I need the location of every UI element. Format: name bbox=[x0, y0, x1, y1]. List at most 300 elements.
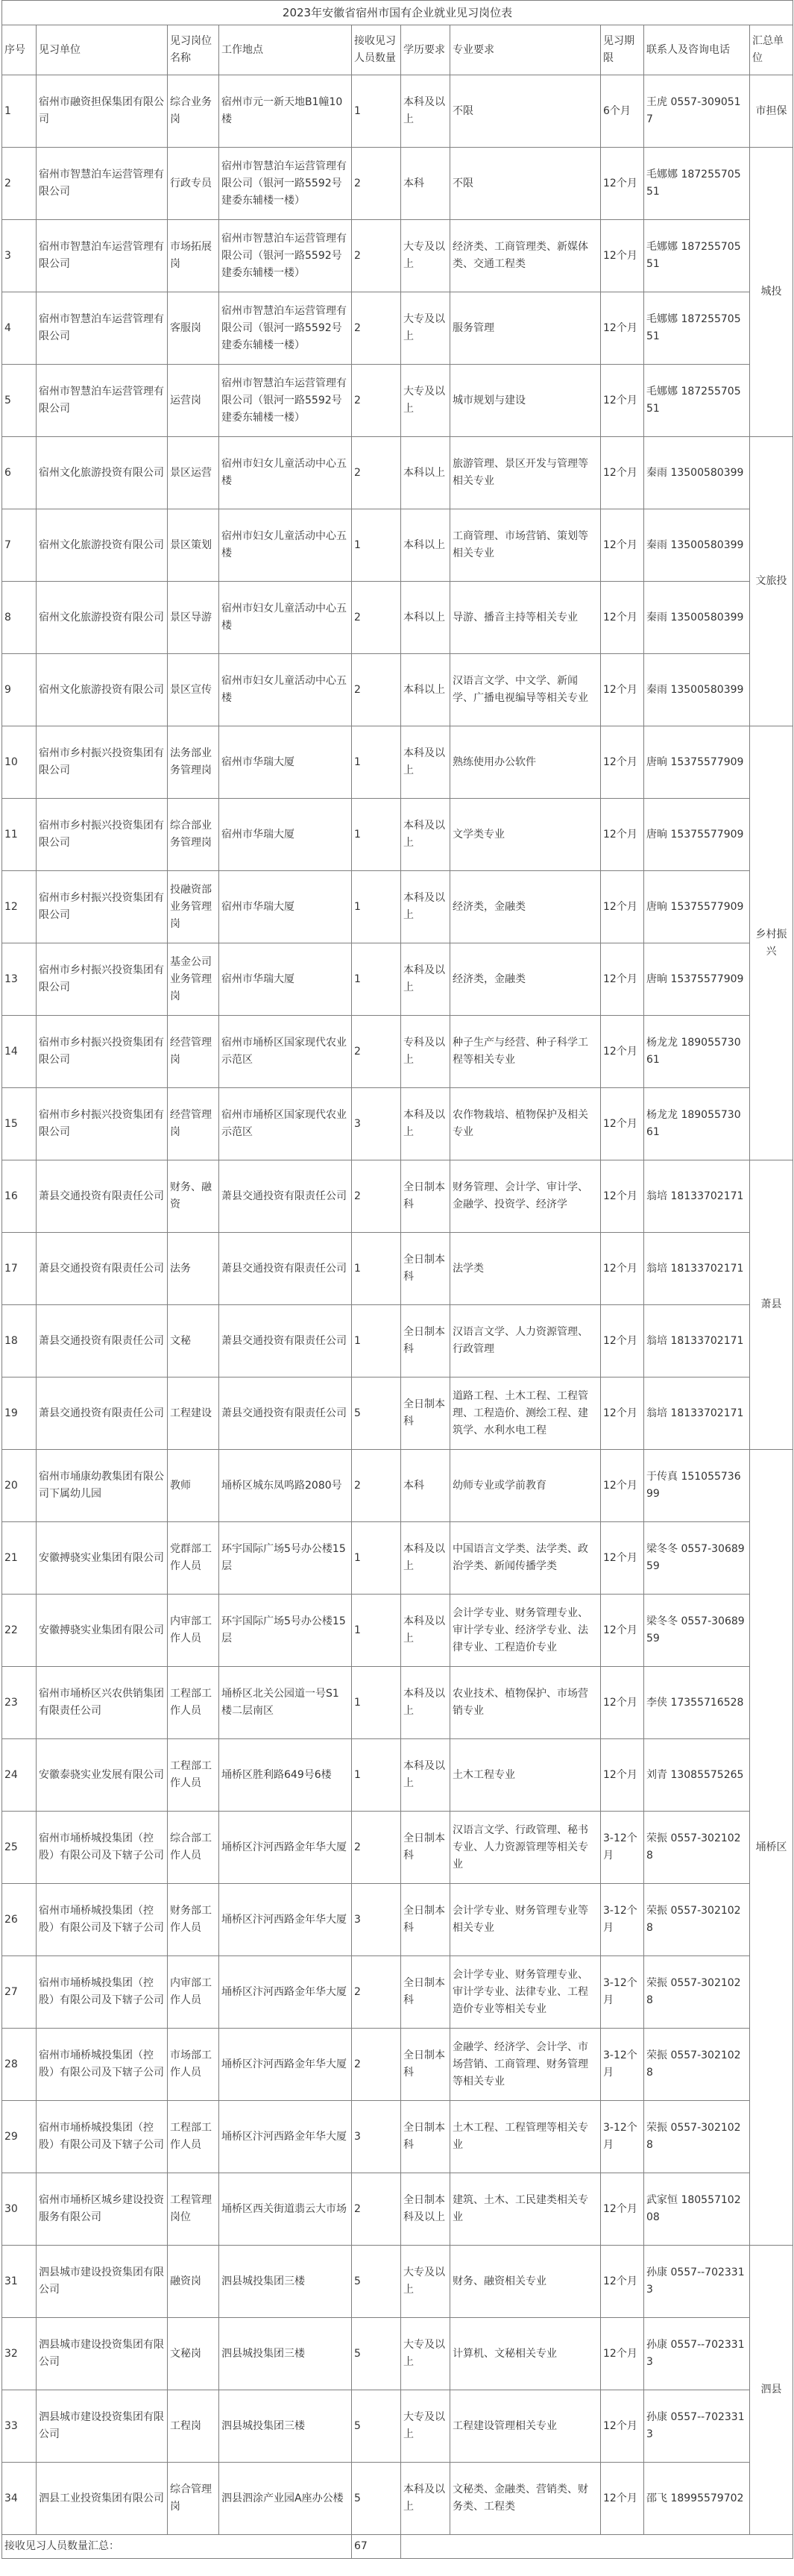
cell-major: 经济类、工商管理类、新媒体类、交通工程类 bbox=[450, 220, 601, 292]
cell-location: 宿州市华瑞大厦 bbox=[219, 799, 352, 871]
cell-company: 宿州市埇桥城投集团（控股）有限公司及下辖子公司 bbox=[37, 1956, 168, 2029]
cell-no: 1 bbox=[2, 75, 37, 148]
cell-education: 本科以上 bbox=[401, 582, 450, 654]
cell-period: 12个月 bbox=[601, 148, 644, 220]
cell-education: 本科及以上 bbox=[401, 75, 450, 148]
cell-company: 宿州市埇康幼教集团有限公司下属幼儿园 bbox=[37, 1450, 168, 1522]
cell-company: 宿州市乡村振兴投资集团有限公司 bbox=[37, 726, 168, 799]
cell-period: 12个月 bbox=[601, 2463, 644, 2535]
cell-contact: 翁培 18133702171 bbox=[644, 1160, 750, 1233]
cell-company: 萧县交通投资有限责任公司 bbox=[37, 1377, 168, 1450]
cell-no: 19 bbox=[2, 1377, 37, 1450]
cell-no: 23 bbox=[2, 1667, 37, 1739]
total-value: 67 bbox=[352, 2535, 401, 2559]
cell-count: 1 bbox=[352, 1233, 401, 1305]
header-count: 接收见习人员数量 bbox=[352, 25, 401, 75]
table-row bbox=[2, 1739, 793, 1812]
cell-company: 宿州文化旅游投资有限公司 bbox=[37, 509, 168, 582]
cell-company: 萧县交通投资有限责任公司 bbox=[37, 1305, 168, 1377]
cell-education: 本科以上 bbox=[401, 509, 450, 582]
cell-location: 泗县泗涂产业园A座办公楼 bbox=[219, 2463, 352, 2535]
header-row bbox=[2, 25, 793, 75]
table-row bbox=[2, 1812, 793, 1884]
cell-contact: 荣振 0557-3021028 bbox=[644, 1884, 750, 1956]
cell-location: 泗县城投集团三楼 bbox=[219, 2246, 352, 2318]
cell-period: 3-12个月 bbox=[601, 1884, 644, 1956]
table-row bbox=[2, 2318, 793, 2390]
cell-unit: 萧县 bbox=[750, 1160, 793, 1450]
table-row bbox=[2, 1884, 793, 1956]
cell-company: 宿州文化旅游投资有限公司 bbox=[37, 582, 168, 654]
cell-no: 12 bbox=[2, 871, 37, 943]
cell-company: 宿州市智慧泊车运营管理有限公司 bbox=[37, 292, 168, 365]
cell-company: 宿州市乡村振兴投资集团有限公司 bbox=[37, 799, 168, 871]
table-row bbox=[2, 2029, 793, 2101]
cell-count: 2 bbox=[352, 437, 401, 509]
cell-major: 财务管理、会计学、审计学、金融学、投资学、经济学 bbox=[450, 1160, 601, 1233]
cell-company: 萧县交通投资有限责任公司 bbox=[37, 1233, 168, 1305]
cell-education: 全日制本科 bbox=[401, 1956, 450, 2029]
cell-major: 建筑、土木、工民建类相关专业 bbox=[450, 2173, 601, 2246]
cell-major: 经济类，金融类 bbox=[450, 871, 601, 943]
cell-major: 会计学专业、财务管理专业、审计学专业、经济学专业、法律专业、工程造价专业 bbox=[450, 1595, 601, 1667]
cell-contact: 翁培 18133702171 bbox=[644, 1233, 750, 1305]
cell-period: 12个月 bbox=[601, 1450, 644, 1522]
cell-period: 12个月 bbox=[601, 365, 644, 437]
cell-count: 1 bbox=[352, 509, 401, 582]
cell-major: 中国语言文学类、法学类、政治学类、新闻传播学类 bbox=[450, 1522, 601, 1595]
cell-period: 3-12个月 bbox=[601, 2029, 644, 2101]
cell-major: 农业技术、植物保护、市场营销专业 bbox=[450, 1667, 601, 1739]
total-empty bbox=[401, 2535, 793, 2559]
cell-no: 3 bbox=[2, 220, 37, 292]
cell-period: 12个月 bbox=[601, 726, 644, 799]
cell-location: 埇桥区北关公园道一号S1楼二层南区 bbox=[219, 1667, 352, 1739]
cell-period: 12个月 bbox=[601, 799, 644, 871]
cell-location: 埇桥区胜利路649号6楼 bbox=[219, 1739, 352, 1812]
table-row bbox=[2, 2173, 793, 2246]
cell-location: 宿州市华瑞大厦 bbox=[219, 871, 352, 943]
cell-contact: 孙康 0557--7023313 bbox=[644, 2390, 750, 2463]
cell-contact: 秦雨 13500580399 bbox=[644, 509, 750, 582]
table-row bbox=[2, 1088, 793, 1160]
cell-post: 法务 bbox=[168, 1233, 219, 1305]
header-post: 见习岗位名称 bbox=[168, 25, 219, 75]
cell-company: 宿州市埇桥城投集团（控股）有限公司及下辖子公司 bbox=[37, 2101, 168, 2173]
cell-company: 宿州市乡村振兴投资集团有限公司 bbox=[37, 871, 168, 943]
table-row bbox=[2, 2101, 793, 2173]
cell-no: 25 bbox=[2, 1812, 37, 1884]
cell-education: 大专及以上 bbox=[401, 292, 450, 365]
cell-period: 12个月 bbox=[601, 1377, 644, 1450]
cell-location: 宿州市华瑞大厦 bbox=[219, 726, 352, 799]
cell-post: 景区策划 bbox=[168, 509, 219, 582]
cell-education: 本科及以上 bbox=[401, 871, 450, 943]
cell-education: 全日制本科 bbox=[401, 1305, 450, 1377]
cell-major: 工程建设管理相关专业 bbox=[450, 2390, 601, 2463]
cell-post: 行政专员 bbox=[168, 148, 219, 220]
cell-period: 12个月 bbox=[601, 509, 644, 582]
table-row bbox=[2, 1160, 793, 1233]
cell-contact: 杨龙龙 18905573061 bbox=[644, 1016, 750, 1088]
cell-period: 12个月 bbox=[601, 943, 644, 1016]
cell-education: 大专及以上 bbox=[401, 365, 450, 437]
cell-no: 15 bbox=[2, 1088, 37, 1160]
cell-post: 经营管理岗 bbox=[168, 1016, 219, 1088]
cell-period: 12个月 bbox=[601, 2390, 644, 2463]
cell-contact: 毛娜娜 18725570551 bbox=[644, 365, 750, 437]
cell-post: 综合管理岗 bbox=[168, 2463, 219, 2535]
cell-unit: 城投 bbox=[750, 148, 793, 437]
cell-no: 30 bbox=[2, 2173, 37, 2246]
cell-no: 13 bbox=[2, 943, 37, 1016]
cell-education: 全日制本科 bbox=[401, 2029, 450, 2101]
cell-company: 萧县交通投资有限责任公司 bbox=[37, 1160, 168, 1233]
cell-count: 2 bbox=[352, 1956, 401, 2029]
cell-unit: 文旅投 bbox=[750, 437, 793, 726]
cell-education: 本科及以上 bbox=[401, 943, 450, 1016]
cell-post: 文秘 bbox=[168, 1305, 219, 1377]
cell-period: 12个月 bbox=[601, 437, 644, 509]
cell-post: 工程建设 bbox=[168, 1377, 219, 1450]
cell-education: 本科及以上 bbox=[401, 1739, 450, 1812]
cell-count: 3 bbox=[352, 1884, 401, 1956]
cell-education: 本科以上 bbox=[401, 437, 450, 509]
cell-contact: 毛娜娜 18725570551 bbox=[644, 220, 750, 292]
cell-contact: 荣振 0557-3021028 bbox=[644, 1956, 750, 2029]
table-row bbox=[2, 654, 793, 726]
cell-contact: 梁冬冬 0557-3068959 bbox=[644, 1595, 750, 1667]
table-row bbox=[2, 75, 793, 148]
cell-contact: 荣振 0557-3021028 bbox=[644, 2101, 750, 2173]
cell-location: 萧县交通投资有限责任公司 bbox=[219, 1160, 352, 1233]
cell-education: 全日制本科及以上 bbox=[401, 2173, 450, 2246]
cell-post: 教师 bbox=[168, 1450, 219, 1522]
table-row bbox=[2, 871, 793, 943]
cell-contact: 孙康 0557--7023313 bbox=[644, 2318, 750, 2390]
cell-location: 宿州市智慧泊车运营管理有限公司（银河一路5592号建委东辅楼一楼） bbox=[219, 365, 352, 437]
cell-count: 2 bbox=[352, 2029, 401, 2101]
cell-no: 5 bbox=[2, 365, 37, 437]
cell-period: 12个月 bbox=[601, 654, 644, 726]
cell-no: 9 bbox=[2, 654, 37, 726]
table-row bbox=[2, 292, 793, 365]
cell-education: 本科及以上 bbox=[401, 1088, 450, 1160]
cell-major: 熟练使用办公软件 bbox=[450, 726, 601, 799]
cell-company: 宿州市乡村振兴投资集团有限公司 bbox=[37, 1088, 168, 1160]
cell-post: 市场部工作人员 bbox=[168, 2029, 219, 2101]
cell-education: 全日制本科 bbox=[401, 1160, 450, 1233]
cell-period: 12个月 bbox=[601, 1595, 644, 1667]
cell-period: 3-12个月 bbox=[601, 1812, 644, 1884]
cell-count: 1 bbox=[352, 1522, 401, 1595]
cell-count: 2 bbox=[352, 148, 401, 220]
cell-company: 宿州市埇桥城投集团（控股）有限公司及下辖子公司 bbox=[37, 1884, 168, 1956]
cell-count: 2 bbox=[352, 1812, 401, 1884]
cell-location: 宿州市华瑞大厦 bbox=[219, 943, 352, 1016]
cell-period: 12个月 bbox=[601, 871, 644, 943]
cell-post: 内审部工作人员 bbox=[168, 1595, 219, 1667]
cell-major: 幼师专业或学前教育 bbox=[450, 1450, 601, 1522]
cell-count: 2 bbox=[352, 220, 401, 292]
cell-contact: 荣振 0557-3021028 bbox=[644, 2029, 750, 2101]
cell-post: 市场拓展岗 bbox=[168, 220, 219, 292]
cell-count: 2 bbox=[352, 2173, 401, 2246]
cell-post: 文秘岗 bbox=[168, 2318, 219, 2390]
positions-table bbox=[1, 0, 793, 2559]
table-row bbox=[2, 437, 793, 509]
cell-education: 本科及以上 bbox=[401, 726, 450, 799]
cell-education: 全日制本科 bbox=[401, 1812, 450, 1884]
header-contact: 联系人及咨询电话 bbox=[644, 25, 750, 75]
cell-location: 环宇国际广场5号办公楼15层 bbox=[219, 1522, 352, 1595]
cell-period: 12个月 bbox=[601, 1522, 644, 1595]
cell-education: 大专及以上 bbox=[401, 220, 450, 292]
cell-post: 客服岗 bbox=[168, 292, 219, 365]
cell-contact: 邵飞 18995579702 bbox=[644, 2463, 750, 2535]
cell-major: 会计学专业、财务管理专业、审计学专业、法律专业、工程造价专业等相关专业 bbox=[450, 1956, 601, 2029]
cell-company: 宿州市智慧泊车运营管理有限公司 bbox=[37, 365, 168, 437]
cell-count: 5 bbox=[352, 2318, 401, 2390]
cell-no: 32 bbox=[2, 2318, 37, 2390]
table-row bbox=[2, 2390, 793, 2463]
header-major: 专业要求 bbox=[450, 25, 601, 75]
cell-period: 12个月 bbox=[601, 1088, 644, 1160]
cell-count: 2 bbox=[352, 582, 401, 654]
cell-no: 6 bbox=[2, 437, 37, 509]
cell-education: 全日制本科 bbox=[401, 1233, 450, 1305]
cell-company: 宿州市埇桥区兴农供销集团有限责任公司 bbox=[37, 1667, 168, 1739]
cell-major: 农作物栽培、植物保护及相关专业 bbox=[450, 1088, 601, 1160]
cell-education: 全日制本科 bbox=[401, 1884, 450, 1956]
cell-company: 安徽搏骁实业集团有限公司 bbox=[37, 1522, 168, 1595]
cell-period: 12个月 bbox=[601, 2173, 644, 2246]
cell-no: 11 bbox=[2, 799, 37, 871]
header-location: 工作地点 bbox=[219, 25, 352, 75]
cell-education: 本科 bbox=[401, 148, 450, 220]
cell-post: 党群部工作人员 bbox=[168, 1522, 219, 1595]
cell-location: 埇桥区西关街道翡云大市场 bbox=[219, 2173, 352, 2246]
cell-post: 景区运营 bbox=[168, 437, 219, 509]
cell-contact: 孙康 0557--7023313 bbox=[644, 2246, 750, 2318]
cell-contact: 王虎 0557-3090517 bbox=[644, 75, 750, 148]
cell-location: 埇桥区汴河西路金年华大厦 bbox=[219, 2101, 352, 2173]
cell-count: 1 bbox=[352, 1667, 401, 1739]
cell-contact: 唐晌 15375577909 bbox=[644, 871, 750, 943]
cell-no: 2 bbox=[2, 148, 37, 220]
cell-company: 宿州文化旅游投资有限公司 bbox=[37, 654, 168, 726]
header-period: 见习期限 bbox=[601, 25, 644, 75]
table-row bbox=[2, 799, 793, 871]
cell-count: 2 bbox=[352, 1016, 401, 1088]
cell-company: 宿州市智慧泊车运营管理有限公司 bbox=[37, 220, 168, 292]
table-row bbox=[2, 943, 793, 1016]
cell-major: 汉语言文学、中文学、新闻学、广播电视编导等相关专业 bbox=[450, 654, 601, 726]
cell-company: 宿州市智慧泊车运营管理有限公司 bbox=[37, 148, 168, 220]
cell-count: 1 bbox=[352, 726, 401, 799]
header-education: 学历要求 bbox=[401, 25, 450, 75]
cell-no: 22 bbox=[2, 1595, 37, 1667]
header-unit: 汇总单位 bbox=[750, 25, 793, 75]
cell-unit: 乡村振兴 bbox=[750, 726, 793, 1160]
total-row bbox=[2, 2535, 793, 2559]
cell-no: 34 bbox=[2, 2463, 37, 2535]
cell-major: 文秘类、金融类、营销类、财务类、工程类 bbox=[450, 2463, 601, 2535]
cell-count: 3 bbox=[352, 1088, 401, 1160]
table-row bbox=[2, 1016, 793, 1088]
cell-no: 21 bbox=[2, 1522, 37, 1595]
cell-company: 泗县工业投资集团有限公司 bbox=[37, 2463, 168, 2535]
cell-education: 全日制本科 bbox=[401, 1377, 450, 1450]
cell-count: 1 bbox=[352, 1739, 401, 1812]
cell-post: 综合部业务管理岗 bbox=[168, 799, 219, 871]
cell-company: 泗县城市建设投资集团有限公司 bbox=[37, 2390, 168, 2463]
cell-major: 会计学专业、财务管理专业等相关专业 bbox=[450, 1884, 601, 1956]
cell-count: 5 bbox=[352, 1377, 401, 1450]
cell-major: 不限 bbox=[450, 148, 601, 220]
cell-no: 17 bbox=[2, 1233, 37, 1305]
cell-contact: 刘青 13085575265 bbox=[644, 1739, 750, 1812]
cell-company: 宿州市乡村振兴投资集团有限公司 bbox=[37, 943, 168, 1016]
cell-location: 萧县交通投资有限责任公司 bbox=[219, 1377, 352, 1450]
cell-major: 旅游管理、景区开发与管理等相关专业 bbox=[450, 437, 601, 509]
cell-company: 宿州市融资担保集团有限公司 bbox=[37, 75, 168, 148]
cell-major: 土木工程专业 bbox=[450, 1739, 601, 1812]
cell-company: 安徽泰骁实业发展有限公司 bbox=[37, 1739, 168, 1812]
cell-major: 土木工程、工程管理等相关专业 bbox=[450, 2101, 601, 2173]
cell-post: 法务部业务管理岗 bbox=[168, 726, 219, 799]
cell-location: 埇桥区汴河西路金年华大厦 bbox=[219, 1956, 352, 2029]
header-no: 序号 bbox=[2, 25, 37, 75]
cell-no: 4 bbox=[2, 292, 37, 365]
cell-no: 14 bbox=[2, 1016, 37, 1088]
cell-period: 12个月 bbox=[601, 2246, 644, 2318]
cell-count: 5 bbox=[352, 2246, 401, 2318]
cell-post: 内审部工作人员 bbox=[168, 1956, 219, 2029]
cell-education: 本科 bbox=[401, 1450, 450, 1522]
cell-period: 3-12个月 bbox=[601, 1956, 644, 2029]
cell-contact: 翁培 18133702171 bbox=[644, 1377, 750, 1450]
cell-education: 本科及以上 bbox=[401, 1595, 450, 1667]
cell-no: 18 bbox=[2, 1305, 37, 1377]
cell-no: 7 bbox=[2, 509, 37, 582]
cell-education: 本科以上 bbox=[401, 654, 450, 726]
cell-no: 8 bbox=[2, 582, 37, 654]
cell-location: 宿州市智慧泊车运营管理有限公司（银河一路5592号建委东辅楼一楼） bbox=[219, 220, 352, 292]
cell-count: 5 bbox=[352, 2463, 401, 2535]
cell-location: 宿州市埇桥区国家现代农业示范区 bbox=[219, 1088, 352, 1160]
cell-company: 泗县城市建设投资集团有限公司 bbox=[37, 2318, 168, 2390]
cell-contact: 李侠 17355716528 bbox=[644, 1667, 750, 1739]
cell-count: 2 bbox=[352, 1450, 401, 1522]
cell-post: 工程管理岗位 bbox=[168, 2173, 219, 2246]
table-row bbox=[2, 2463, 793, 2535]
cell-no: 26 bbox=[2, 1884, 37, 1956]
cell-major: 城市规划与建设 bbox=[450, 365, 601, 437]
cell-count: 2 bbox=[352, 292, 401, 365]
cell-contact: 唐晌 15375577909 bbox=[644, 943, 750, 1016]
cell-no: 31 bbox=[2, 2246, 37, 2318]
cell-post: 景区宣传 bbox=[168, 654, 219, 726]
cell-post: 财务、融资 bbox=[168, 1160, 219, 1233]
cell-contact: 秦雨 13500580399 bbox=[644, 654, 750, 726]
cell-period: 12个月 bbox=[601, 1305, 644, 1377]
table-row bbox=[2, 1305, 793, 1377]
cell-post: 工程部工作人员 bbox=[168, 1739, 219, 1812]
cell-education: 大专及以上 bbox=[401, 2390, 450, 2463]
cell-location: 萧县交通投资有限责任公司 bbox=[219, 1233, 352, 1305]
cell-major: 计算机、文秘相关专业 bbox=[450, 2318, 601, 2390]
table-row bbox=[2, 726, 793, 799]
cell-period: 12个月 bbox=[601, 1739, 644, 1812]
table-row bbox=[2, 582, 793, 654]
cell-major: 法学类 bbox=[450, 1233, 601, 1305]
table-title: 2023年安徽省宿州市国有企业就业见习岗位表 bbox=[2, 1, 793, 25]
cell-major: 汉语言文学、行政管理、秘书专业、人力资源管理等相关专业 bbox=[450, 1812, 601, 1884]
cell-company: 安徽搏骁实业集团有限公司 bbox=[37, 1595, 168, 1667]
cell-location: 埇桥区城东凤鸣路2080号 bbox=[219, 1450, 352, 1522]
cell-post: 综合部工作人员 bbox=[168, 1812, 219, 1884]
table-row bbox=[2, 148, 793, 220]
cell-contact: 武家恒 18055710208 bbox=[644, 2173, 750, 2246]
cell-contact: 荣振 0557-3021028 bbox=[644, 1812, 750, 1884]
table-row bbox=[2, 1956, 793, 2029]
cell-period: 12个月 bbox=[601, 1160, 644, 1233]
cell-contact: 毛娜娜 18725570551 bbox=[644, 292, 750, 365]
cell-contact: 于传真 15105573699 bbox=[644, 1450, 750, 1522]
cell-contact: 唐晌 15375577909 bbox=[644, 726, 750, 799]
table-row bbox=[2, 365, 793, 437]
cell-count: 2 bbox=[352, 365, 401, 437]
cell-major: 汉语言文学、人力资源管理、行政管理 bbox=[450, 1305, 601, 1377]
cell-location: 埇桥区汴河西路金年华大厦 bbox=[219, 1812, 352, 1884]
table-row bbox=[2, 1667, 793, 1739]
cell-major: 财务、融资相关专业 bbox=[450, 2246, 601, 2318]
cell-count: 2 bbox=[352, 654, 401, 726]
cell-count: 1 bbox=[352, 75, 401, 148]
cell-contact: 秦雨 13500580399 bbox=[644, 437, 750, 509]
cell-location: 埇桥区汴河西路金年华大厦 bbox=[219, 1884, 352, 1956]
cell-education: 本科及以上 bbox=[401, 1667, 450, 1739]
cell-location: 环宇国际广场5号办公楼15层 bbox=[219, 1595, 352, 1667]
cell-major: 金融学、经济学、会计学、市场营销、工商管理、财务管理等相关专业 bbox=[450, 2029, 601, 2101]
cell-education: 本科及以上 bbox=[401, 1522, 450, 1595]
title-row bbox=[2, 1, 793, 25]
cell-post: 工程岗 bbox=[168, 2390, 219, 2463]
table-row bbox=[2, 1233, 793, 1305]
cell-post: 综合业务岗 bbox=[168, 75, 219, 148]
cell-count: 1 bbox=[352, 943, 401, 1016]
cell-location: 泗县城投集团三楼 bbox=[219, 2390, 352, 2463]
cell-education: 专科及以上 bbox=[401, 1016, 450, 1088]
cell-post: 基金公司业务管理岗 bbox=[168, 943, 219, 1016]
table-row bbox=[2, 1450, 793, 1522]
cell-location: 埇桥区汴河西路金年华大厦 bbox=[219, 2029, 352, 2101]
cell-post: 工程部工作人员 bbox=[168, 2101, 219, 2173]
cell-location: 宿州市智慧泊车运营管理有限公司（银河一路5592号建委东辅楼一楼） bbox=[219, 148, 352, 220]
cell-location: 宿州市妇女儿童活动中心五楼 bbox=[219, 509, 352, 582]
table-row bbox=[2, 220, 793, 292]
cell-company: 宿州市埇桥区城乡建设投资服务有限公司 bbox=[37, 2173, 168, 2246]
cell-count: 3 bbox=[352, 2101, 401, 2173]
cell-post: 财务部工作人员 bbox=[168, 1884, 219, 1956]
cell-count: 2 bbox=[352, 1160, 401, 1233]
cell-count: 1 bbox=[352, 1595, 401, 1667]
cell-contact: 翁培 18133702171 bbox=[644, 1305, 750, 1377]
cell-education: 本科及以上 bbox=[401, 2463, 450, 2535]
cell-unit: 市担保 bbox=[750, 75, 793, 148]
position-sheet bbox=[1, 0, 793, 2559]
